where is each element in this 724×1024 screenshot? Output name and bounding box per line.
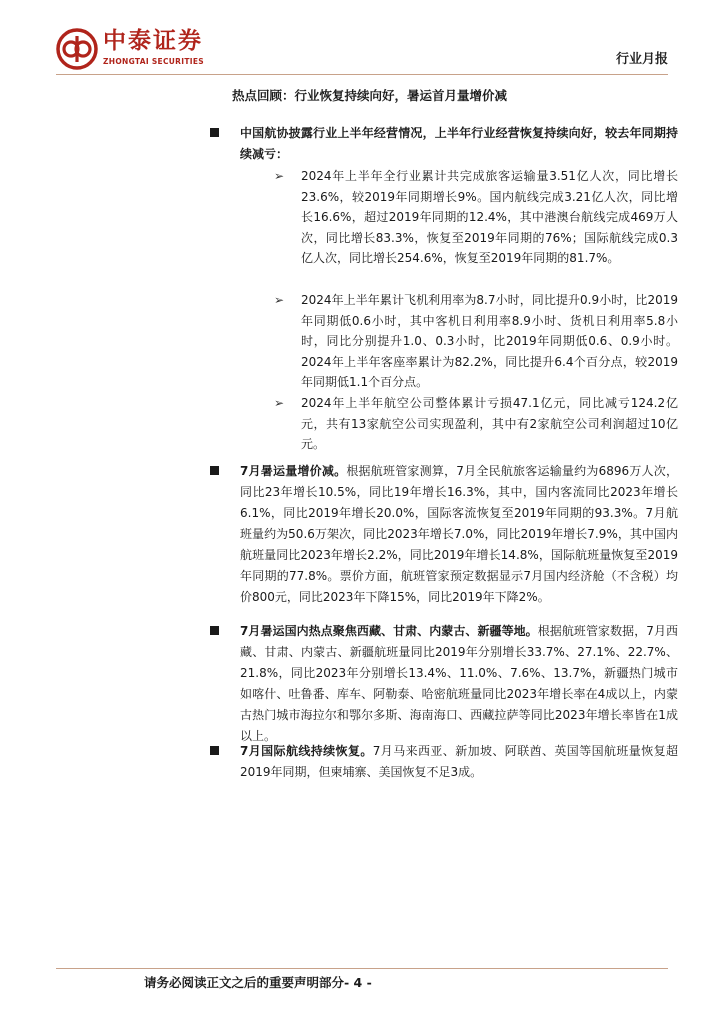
footer-disclaimer: 请务必阅读正文之后的重要声明部分 <box>144 975 345 990</box>
bullet-text: 根据航班管家数据，7月西藏、甘肃、内蒙古、新疆航班量同比2019年分别增长33.7%、27.1%、22.7%、21.8%，同比2023年分别增长13.4%、11.0%、7.6%、13.7%，新疆热门城市如喀什、吐鲁番、库车、阿勒泰、哈密航班量同比2023年增长率在4成以上，内蒙古热门城市海拉尔和鄂尔多斯、海南海口、西藏拉萨等同比2023年增长率皆在1成以上。 <box>240 624 678 743</box>
document-type: 行业月报 <box>615 52 668 67</box>
bullet-item <box>208 461 678 608</box>
header-divider <box>56 74 668 75</box>
page-header <box>0 0 724 80</box>
square-bullet-icon <box>210 746 219 755</box>
bullet-lead: 7月暑运国内热点聚焦西藏、甘肃、内蒙古、新疆等地。 <box>240 624 538 638</box>
square-bullet-icon <box>210 626 219 635</box>
bullet-text: 根据航班管家测算，7月全民航旅客运输量约为6896万人次，同比23年增长10.5%，同比19年增长16.3%，其中，国内客流同比2023年增长6.1%，同比2019年增长20.0%，国际客流恢复至2019年同期的93.3%。7月航班量约为50.6万架次，同比2023年增长7.0%，同比2019年增长7.9%，其中国内航班量同比2023年增长2.2%，同比2019年增长14.8%，国际航班量恢复至2019年同期的77.8%。票价方面，航班管家预定数据显示7月国内经济舱（不含税）均价800元，同比2023年下降15%，同比2019年下降2%。 <box>240 464 678 604</box>
arrow-bullet-icon: ➢ <box>274 293 285 307</box>
square-bullet-icon <box>210 128 219 137</box>
page-number: - 4 - <box>344 975 372 990</box>
footer <box>144 974 372 992</box>
sub-bullet-item <box>272 166 678 269</box>
sub-bullet-item <box>272 393 678 455</box>
bullet-item <box>208 123 678 165</box>
bullet-item <box>208 621 678 747</box>
arrow-bullet-icon: ➢ <box>274 169 285 183</box>
bullet-lead: 中国航协披露行业上半年经营情况，上半年行业经营恢复持续向好，较去年同期持续减亏： <box>240 126 678 161</box>
arrow-bullet-icon: ➢ <box>274 396 285 410</box>
bullet-text: 7月马来西亚、新加坡、阿联酋、英国等国航班量恢复超2019年同期，但柬埔寨、美国恢复不足3成。 <box>240 744 679 779</box>
zhongtai-logo-icon <box>56 28 98 70</box>
square-bullet-icon <box>210 466 219 475</box>
brand-name-cn: 中泰证券 <box>103 28 203 54</box>
footer-divider <box>56 968 668 969</box>
sub-bullet-text: 2024年上半年累计飞机利用率为8.7小时，同比提升0.9小时，比2019年同期低0.6小时，其中客机日利用率8.9小时、货机日利用率5.8小时，同比分别提升1.0、0.3小时，比2019年同期低0.6、0.9小时。2024年上半年客座率累计为82.2%，同比提升6.4个百分点，较2019年同期低1.1个百分点。 <box>301 293 678 389</box>
bullet-lead: 7月暑运量增价减。 <box>240 464 347 478</box>
sub-bullet-item <box>272 290 678 393</box>
brand-name-en: ZHONGTAI SECURITIES <box>103 57 204 66</box>
sub-bullet-text: 2024年上半年航空公司整体累计亏损47.1亿元，同比减亏124.2亿元，共有13家航空公司实现盈利，其中有2家航空公司利润超过10亿元。 <box>301 396 678 451</box>
bullet-item <box>208 741 678 783</box>
sub-bullet-text: 2024年上半年全行业累计共完成旅客运输量3.51亿人次，同比增长23.6%，较2019年同期增长9%。国内航线完成3.21亿人次，同比增长16.6%，超过2019年同期的12.4%，其中港澳台航线完成469万人次，同比增长83.3%，恢复至2019年同期的76%；国际航线完成0.3亿人次，同比增长254.6%，恢复至2019年同期的81.7%。 <box>301 169 678 265</box>
section-title: 热点回顾：行业恢复持续向好，暑运首月量增价减 <box>232 88 508 103</box>
bullet-lead: 7月国际航线持续恢复。 <box>240 744 373 758</box>
